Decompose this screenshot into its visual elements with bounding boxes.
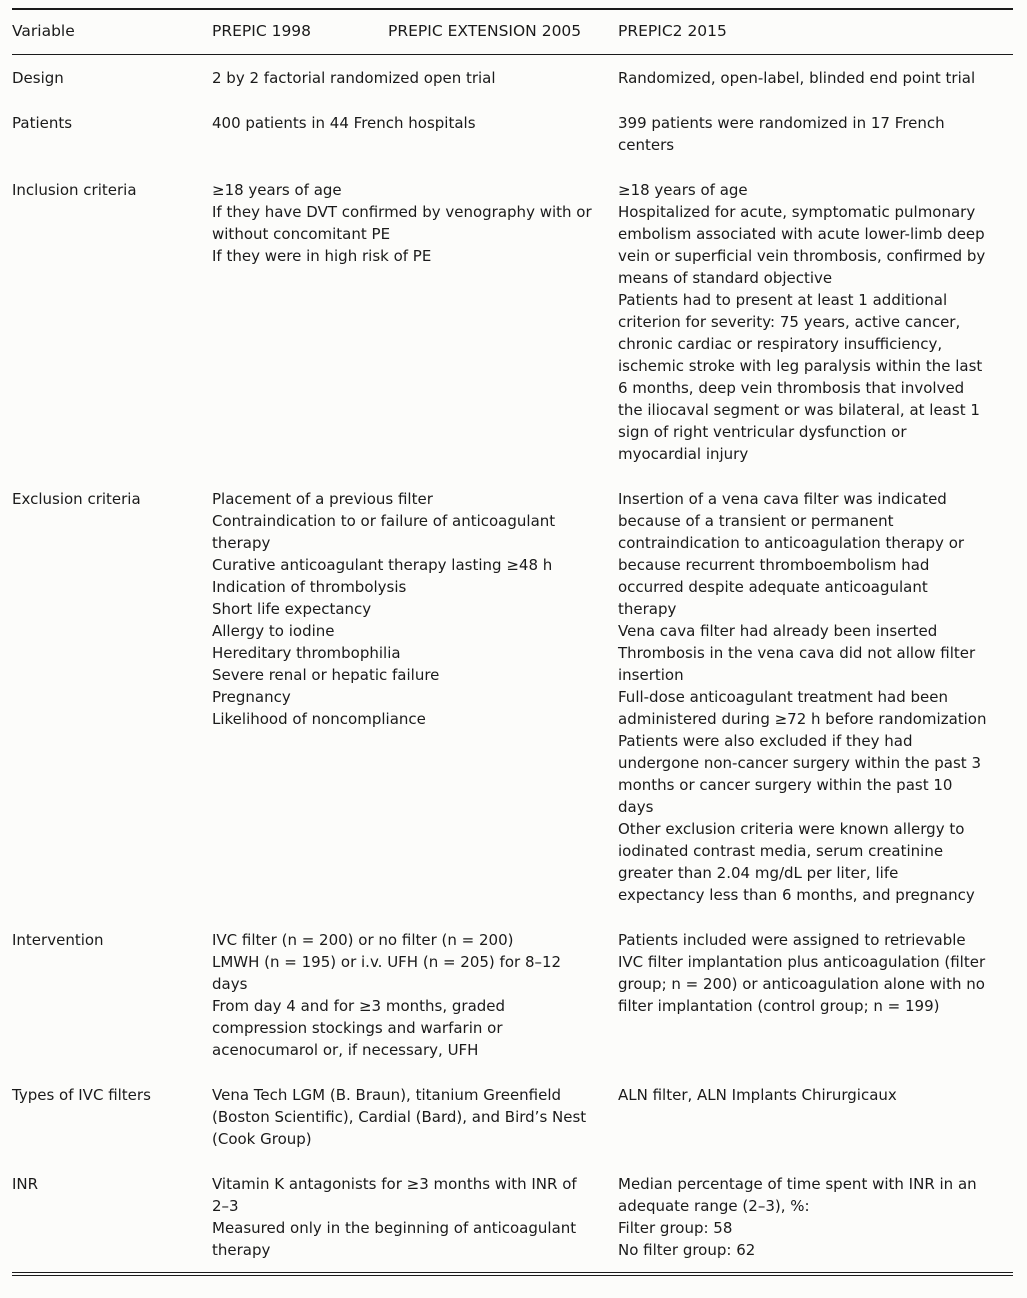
- cell-line: IVC filter (n = 200) or no filter (n = 200): [212, 931, 514, 949]
- cell-line: Likelihood of noncompliance: [212, 710, 426, 728]
- cell-line: ≥18 years of age: [212, 181, 342, 199]
- table-row: [12, 55, 1013, 101]
- bottom-rule: [12, 1275, 1013, 1276]
- table-row: [12, 100, 1013, 167]
- cell-line: Vena cava filter had already been inserted: [618, 622, 938, 640]
- cell-line: LMWH (n = 195) or i.v. UFH (n = 205) for 8–12 days: [212, 953, 562, 993]
- cell-line: Short life expectancy: [212, 600, 372, 618]
- cell-line: Filter group: 58: [618, 1219, 733, 1237]
- cell-prepic-1998-extension-2005: [212, 55, 618, 101]
- cell-line: Other exclusion criteria were known allergy to iodinated contrast media, serum creatinine greater than 2.04 mg/dL per liter, life expectancy less than 6 months, and pregnancy: [618, 820, 975, 904]
- row-variable-label: Patients: [12, 114, 73, 132]
- table-body: [12, 55, 1013, 1273]
- row-variable-label: Design: [12, 69, 64, 87]
- cell-line: From day 4 and for ≥3 months, graded compression stockings and warfarin or acenocumarol or, if necessary, UFH: [212, 997, 506, 1059]
- cell-line: Indication of thrombolysis: [212, 578, 407, 596]
- cell-line: Patients had to present at least 1 additional criterion for severity: 75 years, active cancer, chronic cardiac or respiratory insufficiency, ischemic stroke with leg paralysis within the last 6 months, deep vein thrombosis that involved the iliocaval segment or was bilateral, at least 1 sign of right ventricular dysfunction or myocardial injury: [618, 291, 983, 463]
- cell-line: Full-dose anticoagulant treatment had been administered during ≥72 h before randomization: [618, 688, 987, 728]
- cell-line: Measured only in the beginning of anticoagulant therapy: [212, 1219, 577, 1259]
- cell-line: No filter group: 62: [618, 1241, 756, 1259]
- cell-prepic2-2015: [618, 1161, 1013, 1273]
- cell-line: Placement of a previous filter: [212, 490, 433, 508]
- cell-line: 399 patients were randomized in 17 French centers: [618, 114, 945, 154]
- row-variable-label: Types of IVC filters: [12, 1086, 151, 1104]
- cell-prepic2-2015: [618, 167, 1013, 476]
- cell-line: 2 by 2 factorial randomized open trial: [212, 69, 496, 87]
- cell-line: Median percentage of time spent with INR in an adequate range (2–3), %:: [618, 1175, 977, 1215]
- row-variable-label: INR: [12, 1161, 212, 1273]
- cell-line: Curative anticoagulant therapy lasting ≥48 h: [212, 556, 553, 574]
- header-row: [12, 9, 1013, 55]
- table-row: [12, 167, 1013, 476]
- cell-line: Hereditary thrombophilia: [212, 644, 401, 662]
- row-variable-label: Intervention: [12, 931, 104, 949]
- header-variable: Variable: [12, 9, 212, 55]
- header-prepic2-2015: PREPIC2 2015: [618, 9, 1013, 55]
- cell-line: Patients were also excluded if they had undergone non-cancer surgery within the past 3 months or cancer surgery within the past 10 days: [618, 732, 981, 816]
- cell-prepic2-2015: [618, 100, 1013, 167]
- cell-prepic-1998-extension-2005: [212, 917, 618, 1072]
- cell-line: Insertion of a vena cava filter was indicated because of a transient or permanent contraindication to anticoagulation therapy or because recurrent thromboembolism had occurred despite adequate anticoagulant therapy: [618, 490, 965, 618]
- cell-prepic2-2015: [618, 476, 1013, 917]
- cell-line: If they were in high risk of PE: [212, 247, 432, 265]
- row-variable-label: Exclusion criteria: [12, 490, 141, 508]
- table-row: [12, 476, 1013, 917]
- cell-line: Thrombosis in the vena cava did not allow filter insertion: [618, 644, 976, 684]
- table-row: [12, 1161, 1013, 1273]
- cell-prepic-1998-extension-2005: [212, 100, 618, 167]
- cell-prepic-1998-extension-2005: [212, 1161, 618, 1273]
- cell-prepic2-2015: [618, 1072, 1013, 1161]
- table-row: [12, 917, 1013, 1072]
- cell-line: Allergy to iodine: [212, 622, 335, 640]
- cell-line: Randomized, open-label, blinded end point trial: [618, 69, 976, 87]
- header-prepic-1998: PREPIC 1998: [212, 9, 388, 55]
- cell-prepic-1998-extension-2005: [212, 167, 618, 476]
- cell-line: Contraindication to or failure of anticoagulant therapy: [212, 512, 556, 552]
- cell-line: ALN filter, ALN Implants Chirurgicaux: [618, 1086, 897, 1104]
- cell-prepic2-2015: [618, 55, 1013, 101]
- cell-prepic-1998-extension-2005: [212, 1072, 618, 1161]
- table-header: [12, 9, 1013, 55]
- cell-line: Hospitalized for acute, symptomatic pulmonary embolism associated with acute lower-limb deep vein or superficial vein thrombosis, confirmed by means of standard objective: [618, 203, 986, 287]
- cell-line: Severe renal or hepatic failure: [212, 666, 440, 684]
- cell-line: Patients included were assigned to retrievable IVC filter implantation plus anticoagulation (filter group; n = 200) or anticoagulation alone with no filter implantation (control group; n = 199): [618, 931, 986, 1015]
- cell-line: 400 patients in 44 French hospitals: [212, 114, 476, 132]
- trial-comparison-table: [12, 8, 1013, 1273]
- row-variable-label: Inclusion criteria: [12, 181, 137, 199]
- cell-line: ≥18 years of age: [618, 181, 748, 199]
- cell-line: If they have DVT confirmed by venography with or without concomitant PE: [212, 203, 592, 243]
- cell-line: Pregnancy: [212, 688, 291, 706]
- table-row: [12, 1072, 1013, 1161]
- header-prepic-extension-2005: PREPIC EXTENSION 2005: [388, 9, 618, 55]
- cell-line: Vitamin K antagonists for ≥3 months with INR of 2–3: [212, 1175, 577, 1215]
- cell-prepic2-2015: [618, 917, 1013, 1072]
- cell-prepic-1998-extension-2005: [212, 476, 618, 917]
- cell-line: Vena Tech LGM (B. Braun), titanium Greenfield (Boston Scientific), Cardial (Bard), and Bird’s Nest (Cook Group): [212, 1086, 587, 1148]
